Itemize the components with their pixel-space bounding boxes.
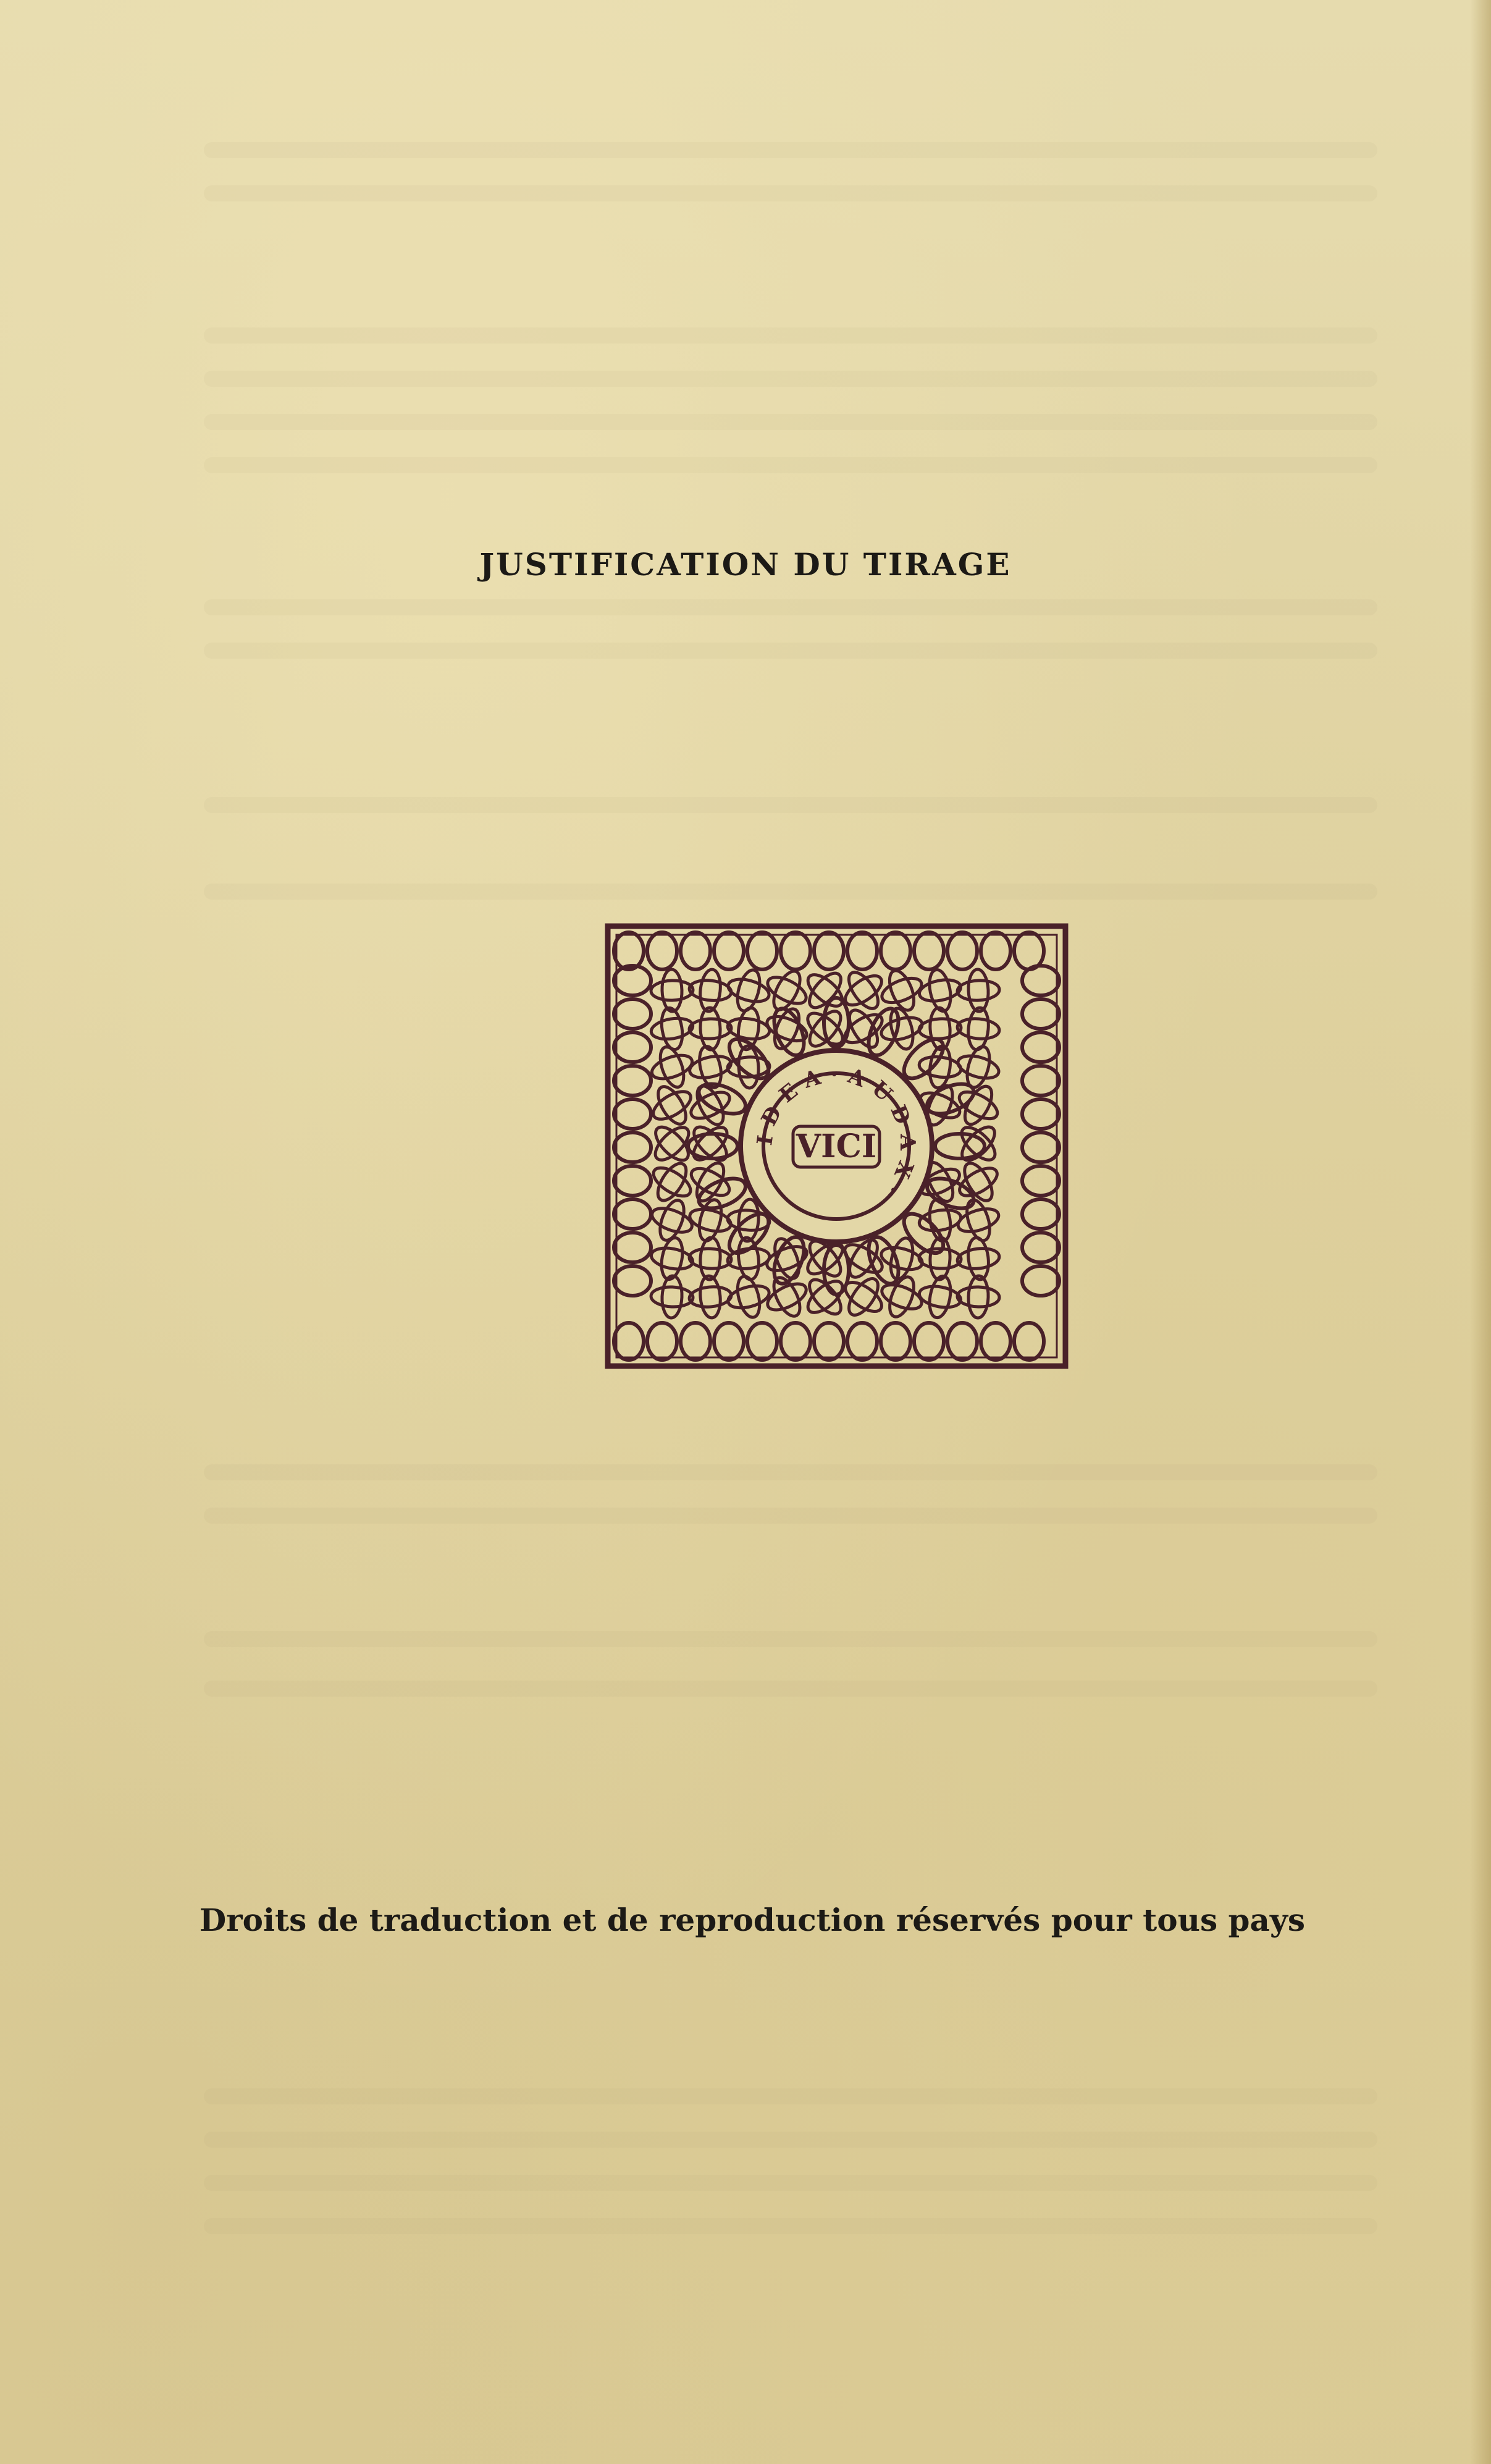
- emblem-knot-loop: [1022, 1199, 1059, 1229]
- emblem-knot-loop: [966, 1236, 991, 1280]
- emblem-knot-loop: [747, 1323, 777, 1360]
- emblem-knot-loop: [879, 1280, 925, 1314]
- emblem-knot-loop: [658, 1236, 686, 1281]
- emblem-knot-loop: [655, 1197, 689, 1244]
- emblem-knot-loop: [699, 1237, 721, 1280]
- emblem-knot-loop: [1014, 1323, 1044, 1360]
- emblem-knot-loop: [650, 1245, 695, 1272]
- emblem-knot-loop: [614, 1323, 644, 1360]
- emblem-knot-loop: [768, 967, 805, 1013]
- emblem-knot-loop: [614, 999, 651, 1029]
- show-through-line: [204, 185, 1377, 201]
- emblem-knot-loop: [662, 1275, 683, 1318]
- emblem-knot-loop: [656, 1044, 689, 1091]
- show-through-line: [204, 2132, 1377, 2148]
- show-through-line: [204, 1508, 1377, 1524]
- emblem-motto: VICI: [796, 1128, 877, 1165]
- emblem-knot-loop: [956, 1052, 1001, 1082]
- emblem-knot-loop: [1022, 999, 1059, 1029]
- emblem-knot-loop: [967, 969, 989, 1011]
- emblem-knot-loop: [726, 1016, 771, 1041]
- show-through-line: [204, 414, 1377, 430]
- emblem-knot-loop: [614, 1066, 651, 1095]
- emblem-knot-loop: [957, 1017, 1001, 1040]
- show-through-line: [204, 797, 1377, 813]
- emblem-knot-loop: [914, 1323, 944, 1360]
- emblem-knot-loop: [737, 1199, 760, 1242]
- emblem-knot-loop: [918, 977, 963, 1005]
- emblem-knot-loop: [689, 1018, 731, 1039]
- emblem-knot-loop: [687, 1163, 734, 1200]
- emblem-knot-loop: [691, 1159, 729, 1205]
- emblem-knot-loop: [914, 932, 944, 969]
- emblem-knot-loop: [947, 932, 977, 969]
- show-through-line: [204, 599, 1377, 615]
- emblem-knot-loop: [714, 1323, 744, 1360]
- show-through-line: [204, 371, 1377, 387]
- emblem-knot-loop: [881, 1323, 910, 1360]
- publisher-emblem-icon: [604, 922, 1069, 1370]
- emblem-knot-loop: [700, 1007, 721, 1050]
- emblem-knot-loop: [768, 1233, 810, 1288]
- emblem-knot-loop: [878, 973, 925, 1007]
- emblem-knot-loop: [733, 968, 763, 1013]
- emblem-knot-loop: [863, 1005, 905, 1060]
- emblem-knot-loop: [968, 1276, 989, 1318]
- emblem-knot-loop: [885, 1274, 919, 1320]
- emblem-knot-loop: [689, 1247, 732, 1270]
- emblem-knot-loop: [1022, 1233, 1059, 1262]
- emblem-knot-loop: [747, 932, 777, 969]
- emblem-knot-loop: [957, 979, 999, 1001]
- emblem-knot-loop: [1022, 1032, 1059, 1062]
- emblem-knot-loop: [649, 1204, 695, 1237]
- emblem-knot-loop: [847, 932, 877, 969]
- emblem-knot-loop: [651, 980, 694, 1001]
- emblem-knot-loop: [967, 1007, 990, 1051]
- show-through-line: [204, 327, 1377, 344]
- emblem-knot-loop: [647, 1323, 677, 1360]
- emblem-knot-loop: [814, 1323, 844, 1360]
- show-through-line: [204, 457, 1377, 473]
- emblem-knot-loop: [650, 1016, 694, 1042]
- emblem-knot-loop: [1022, 1266, 1059, 1296]
- emblem-knot-loop: [981, 932, 1010, 969]
- emblem-knot-loop: [689, 979, 733, 1003]
- page-heading: JUSTIFICATION DU TIRAGE: [479, 546, 1012, 583]
- show-through-line: [204, 142, 1377, 158]
- emblem-knot-loop: [614, 1099, 651, 1129]
- emblem-knot-loop: [662, 969, 682, 1012]
- emblem-knot-loop: [1022, 1166, 1059, 1196]
- emblem-knot-loop: [699, 1275, 722, 1319]
- emblem-knot-loop: [1022, 1099, 1059, 1129]
- emblem-knot-loop: [918, 1283, 963, 1310]
- emblem-knot-loop: [781, 932, 810, 969]
- show-through-line: [204, 884, 1377, 900]
- emblem-knot-loop: [957, 1286, 1000, 1307]
- emblem-knot-loop: [1022, 1133, 1059, 1162]
- emblem-knot-loop: [887, 1236, 917, 1281]
- emblem-knot-loop: [926, 968, 954, 1013]
- emblem-knot-loop: [647, 932, 677, 969]
- emblem-knot-loop: [884, 967, 918, 1013]
- emblem-knot-loop: [614, 1166, 651, 1196]
- show-through-line: [204, 1681, 1377, 1697]
- emblem-knot-loop: [781, 1323, 810, 1360]
- emblem-knot-loop: [1022, 1066, 1059, 1095]
- emblem-knot-loop: [614, 1266, 651, 1296]
- emblem-knot-loop: [659, 1006, 686, 1051]
- rights-notice: Droits de traduction et de reproduction réservés pour tous pays: [199, 1902, 1306, 1938]
- show-through-line: [204, 2088, 1377, 2104]
- emblem-knot-loop: [726, 975, 771, 1005]
- emblem-knot-loop: [956, 1246, 1000, 1271]
- emblem-knot-loop: [614, 1199, 651, 1229]
- emblem-knot-loop: [1022, 966, 1059, 995]
- show-through-line: [204, 1464, 1377, 1480]
- emblem-ring-text: IDEA·AUDAX·: [752, 1062, 920, 1207]
- emblem-knot-loop: [714, 932, 744, 969]
- emblem-knot-loop: [614, 1133, 651, 1162]
- emblem-knot-loop: [926, 1275, 954, 1320]
- emblem-knot-loop: [768, 1005, 810, 1060]
- emblem-knot-loop: [650, 1286, 693, 1308]
- emblem-knot-loop: [918, 1018, 962, 1040]
- emblem-knot-loop: [1014, 932, 1044, 969]
- emblem-knot-loop: [681, 932, 710, 969]
- emblem-knot-loop: [929, 1007, 951, 1050]
- emblem-knot-loop: [734, 1274, 763, 1320]
- emblem-knot-loop: [947, 1323, 977, 1360]
- emblem-knot-loop: [614, 932, 644, 969]
- show-through-line: [204, 2175, 1377, 2191]
- emblem-knot-loop: [935, 1134, 985, 1158]
- show-through-line: [204, 643, 1377, 659]
- emblem-knot-loop: [930, 1237, 951, 1280]
- emblem-knot-loop: [881, 932, 910, 969]
- emblem-knot-loop: [763, 972, 810, 1009]
- page-edge-shadow: [1470, 0, 1491, 2464]
- emblem-knot-loop: [689, 1285, 733, 1309]
- emblem-knot-loop: [614, 1032, 651, 1062]
- emblem-knot-loop: [614, 1233, 651, 1262]
- show-through-line: [204, 1631, 1377, 1647]
- emblem-knot-loop: [681, 1323, 710, 1360]
- show-through-line: [204, 2218, 1377, 2234]
- emblem-knot-loop: [981, 1323, 1010, 1360]
- emblem-knot-loop: [699, 969, 723, 1013]
- emblem-knot-loop: [649, 1051, 695, 1084]
- emblem-knot-loop: [814, 932, 844, 969]
- publisher-emblem: [604, 922, 1069, 1370]
- emblem-knot-loop: [847, 1323, 877, 1360]
